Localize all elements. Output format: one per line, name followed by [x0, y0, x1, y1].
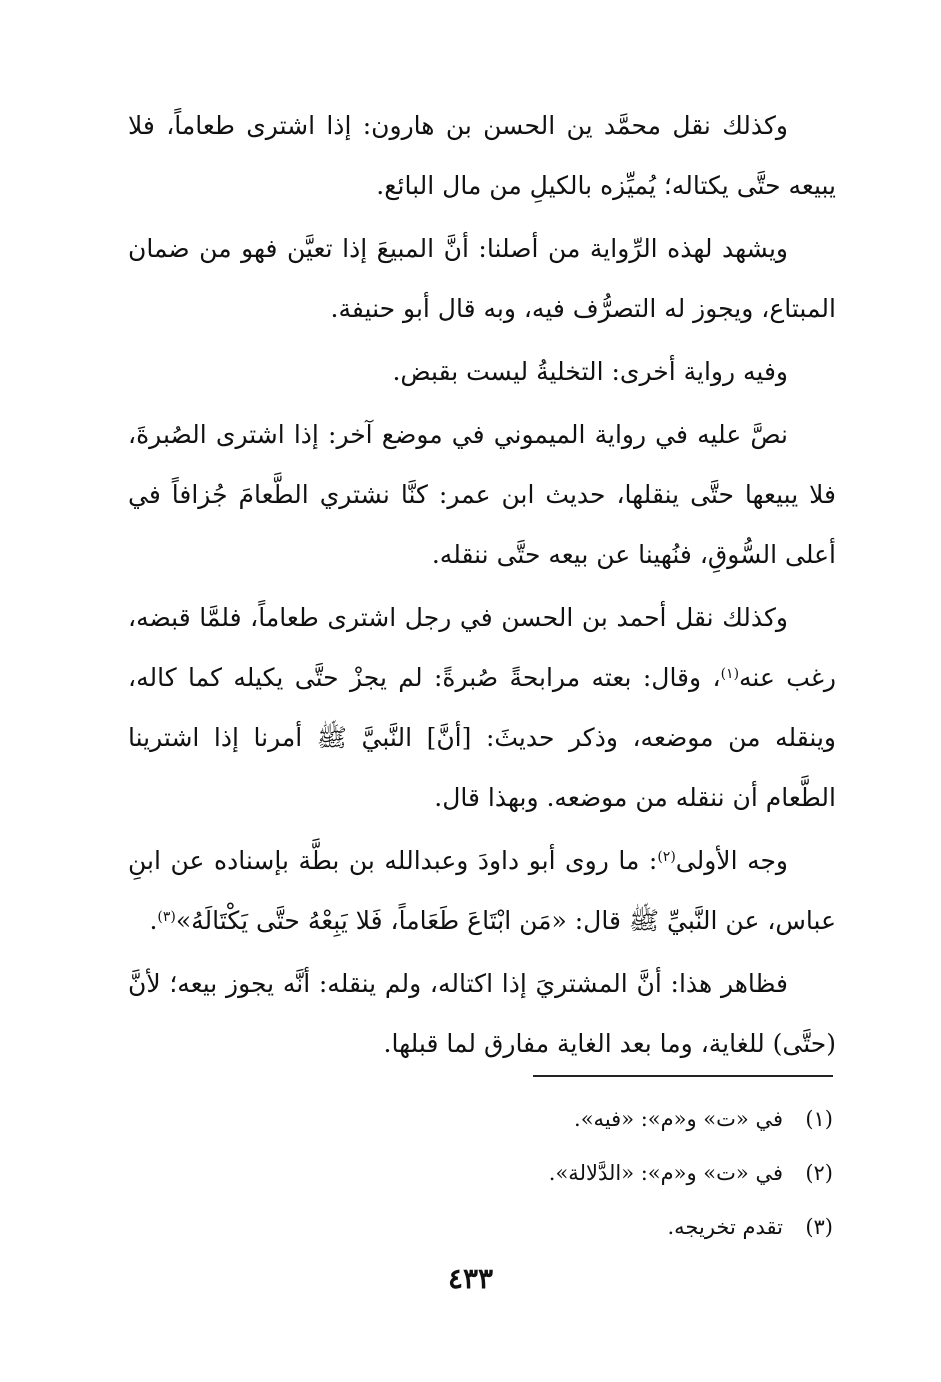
footnote-3 — [233, 1200, 833, 1254]
footnote-1 — [233, 1092, 833, 1146]
footnote-1-text: في «ت» و«م»: «فيه». — [574, 1107, 783, 1131]
footnote-3-text: تقدم تخريجه. — [667, 1215, 783, 1239]
footnote-2 — [233, 1146, 833, 1200]
footnote-2-text: في «ت» و«م»: «الدَّلالة». — [548, 1161, 783, 1185]
paragraph-5 — [128, 588, 836, 828]
paragraph-6-text-end: . — [149, 906, 158, 935]
paragraph-6-text-b: : ما روى أبو داودَ وعبدالله بن بطَّة بإسناده عن ابنِ عباس، عن النَّبيِّ ﷺ قال: «مَن ابْتَاعَ طَعَاماً، فَلا يَبِعْهُ حتَّى يَكْتَالَهُ» — [128, 846, 836, 935]
paragraph-5-text-b: ، وقال: بعته مرابحةً صُبرةً: لم يجزْ حتَّى يكيله كما كاله، وينقله من موضعه، وذكر حديثَ: [أنَّ] النَّبيَّ ﷺ أمرنا إذا اشترينا الطَّعام أن ننقله من موضعه. وبهذا قال. — [128, 663, 836, 812]
paragraph-1: وكذلك نقل محمَّد ين الحسن بن هارون: إذا اشترى طعاماً، فلا يبيعه حتَّى يكتاله؛ يُميِّزه بالكيلِ من مال البائع. — [128, 111, 836, 200]
paragraph-4: نصَّ عليه في رواية الميموني في موضع آخر: إذا اشترى الصُبرةَ، فلا يبيعها حتَّى ينقلها، حديث ابن عمر: كنَّا نشتري الطَّعامَ جُزافاً في أعلى السُّوقِ، فنُهينا عن بيعه حتَّى ننقله. — [128, 420, 837, 569]
footnotes — [233, 1092, 833, 1254]
paragraph-5-text-a: وكذلك نقل أحمد بن الحسن في رجل اشترى طعاماً، فلمَّا قبضه، رغب عنه — [128, 603, 836, 692]
paragraph-2: ويشهد لهذه الرِّواية من أصلنا: أنَّ المبيعَ إذا تعيَّن فهو من ضمان المبتاع، ويجوز له التصرُّف فيه، وبه قال أبو حنيفة. — [128, 234, 836, 323]
footnote-marker-2: (٢) — [657, 849, 676, 865]
paragraph-6-text-a: وجه الأولى — [675, 846, 788, 875]
footnote-marker-3: (٣) — [157, 909, 176, 925]
page-number: ٤٣٣ — [447, 1262, 494, 1295]
paragraph-6 — [128, 831, 836, 951]
paragraph-3: وفيه رواية أخرى: التخليةُ ليست بقبض. — [392, 357, 788, 386]
footnote-2-number: (٢) — [805, 1161, 833, 1185]
main-text — [128, 96, 836, 1077]
footnote-divider — [533, 1075, 833, 1077]
footnote-1-number: (١) — [805, 1107, 833, 1131]
footnote-3-number: (٣) — [805, 1215, 833, 1239]
paragraph-7: فظاهر هذا: أنَّ المشتريَ إذا اكتاله، ولم ينقله: أنَّه يجوز بيعه؛ لأنَّ (حتَّى) للغاية، وما بعد الغاية مفارق لما قبلها. — [128, 969, 836, 1058]
footnote-marker-1: (١) — [720, 666, 740, 682]
